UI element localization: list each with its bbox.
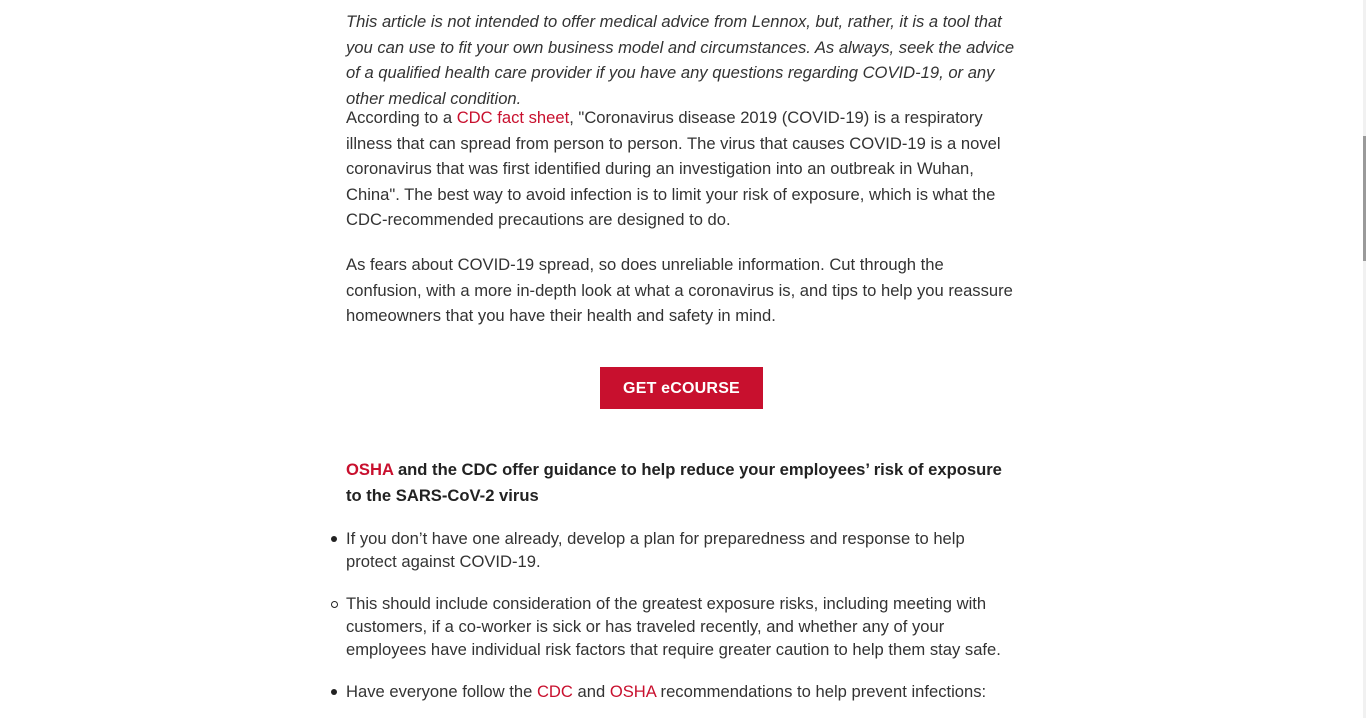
intro-paragraph (346, 105, 1018, 233)
bullet-disc-icon (331, 689, 337, 695)
list-item (346, 592, 1018, 661)
get-ecourse-button[interactable]: GET eCOURSE (600, 367, 763, 409)
intro-suffix: , "Coronavirus disease 2019 (COVID-19) is a respiratory illness that can spread from person to person. The virus that causes COVID-19 is a novel coronavirus that was first identified during an investigation into an outbreak in Wuhan, China". The best way to avoid infection is to limit your risk of exposure, which is what the CDC-recommended precautions are designed to do. (346, 108, 1001, 230)
list-item-suffix: recommendations to help prevent infections: (655, 682, 987, 701)
cdc-fact-sheet-link[interactable]: CDC fact sheet (456, 108, 570, 127)
list-item (346, 527, 1018, 573)
section-heading-text: and the CDC offer guidance to help reduce your employees’ risk of exposure to the SARS-CoV-2 virus (346, 460, 1002, 505)
cta-container (600, 367, 763, 409)
disclaimer-paragraph: This article is not intended to offer medical advice from Lennox, but, rather, it is a tool that you can use to fit your own business model and circumstances. As always, seek the advice of a qualified health care provider if you have any questions regarding COVID-19, or any other medical condition. (346, 12, 1015, 108)
osha-link[interactable]: OSHA (609, 682, 656, 701)
list-item-prefix: Have everyone follow the (346, 682, 537, 701)
list-item-text: This should include consideration of the greatest exposure risks, including meeting with customers, if a co-worker is sick or has traveled recently, and whether any of your employees have individual risk factors that require greater caution to help them stay safe. (346, 594, 1001, 659)
osha-heading-link[interactable]: OSHA (346, 460, 394, 479)
intro-prefix: According to a (346, 108, 457, 127)
list-item (346, 680, 1018, 703)
section-heading (346, 457, 1018, 508)
list-item-text: If you don’t have one already, develop a plan for preparedness and response to help protect against COVID-19. (346, 529, 965, 571)
bullet-disc-icon (331, 536, 337, 542)
cdc-link[interactable]: CDC (536, 682, 573, 701)
list-item-middle: and (572, 682, 610, 701)
bullet-circle-icon (331, 601, 338, 608)
confusion-paragraph: As fears about COVID-19 spread, so does unreliable information. Cut through the confusion, with a more in-depth look at what a coronavirus is, and tips to help you reassure homeowners that you have their health and safety in mind. (346, 255, 1013, 326)
